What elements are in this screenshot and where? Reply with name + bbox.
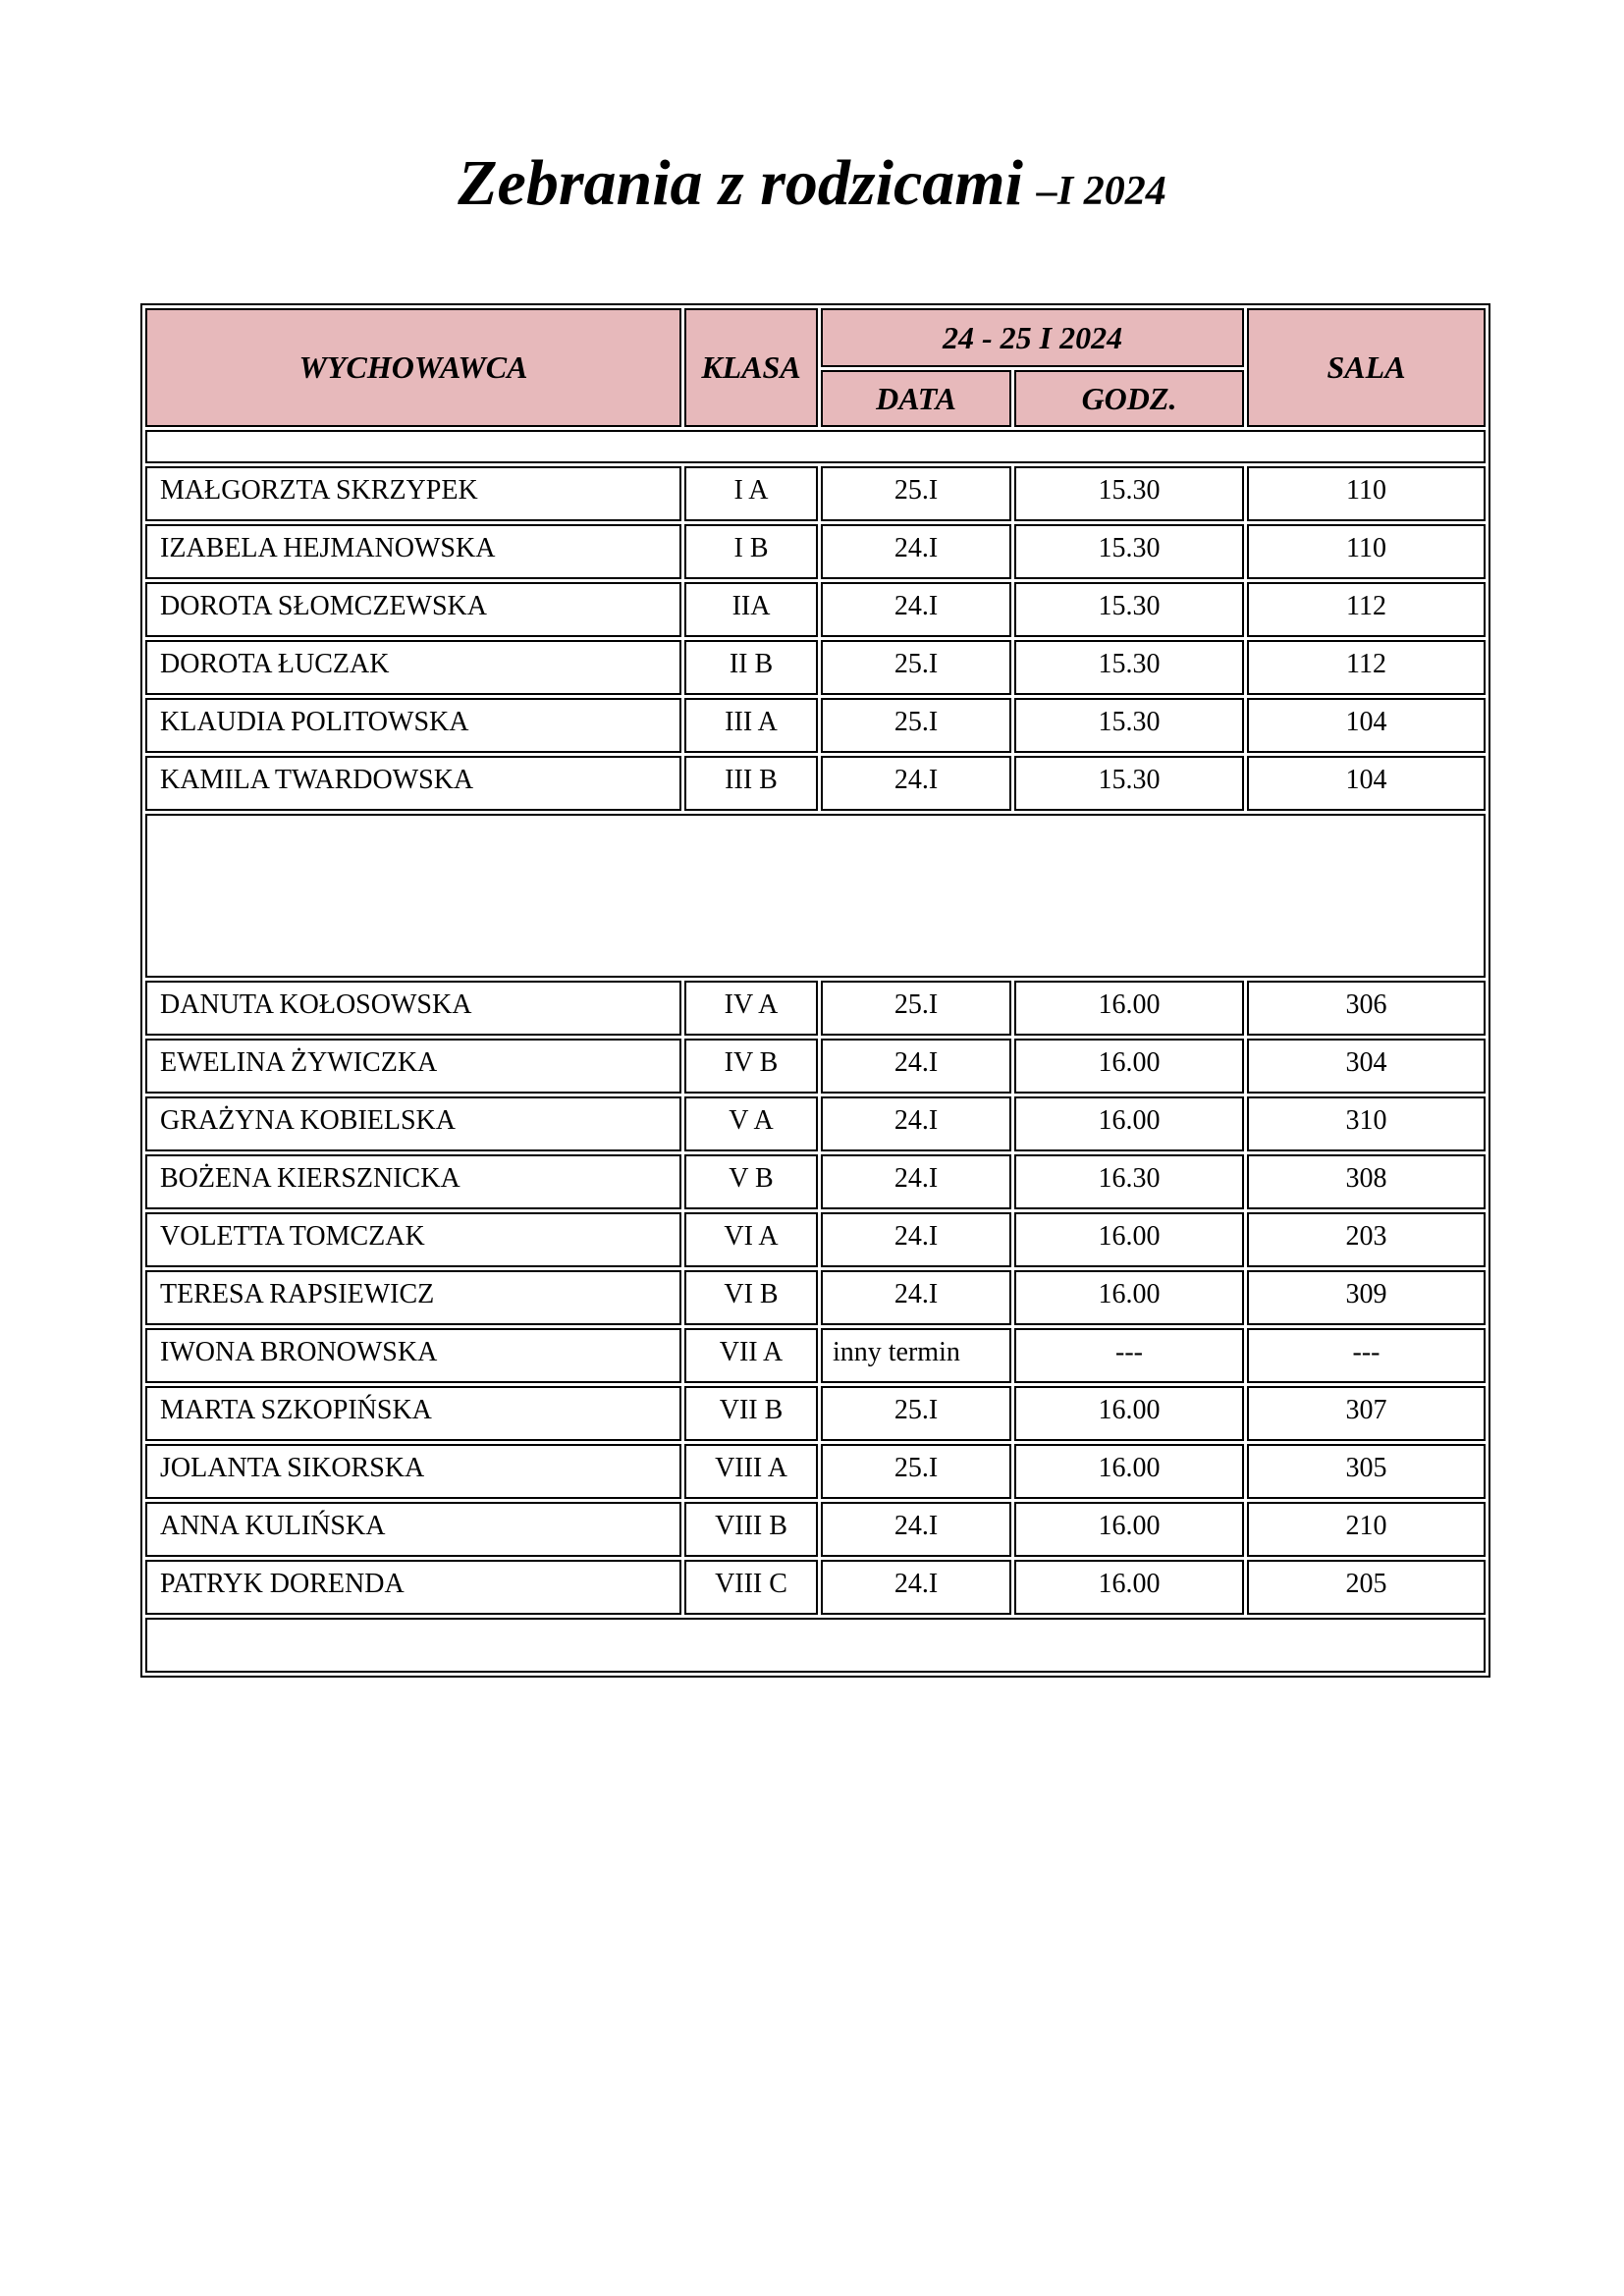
- meetings-table: [140, 303, 1490, 1678]
- class-cell: V B: [684, 1154, 818, 1209]
- date-cell: 24.I: [821, 1212, 1011, 1267]
- teacher-name-cell: JOLANTA SIKORSKA: [145, 1444, 681, 1499]
- class-cell: VIII B: [684, 1502, 818, 1557]
- date-cell: 25.I: [821, 466, 1011, 521]
- teacher-name-cell: BOŻENA KIERSZNICKA: [145, 1154, 681, 1209]
- date-cell: 24.I: [821, 1039, 1011, 1094]
- teacher-name-cell: DOROTA ŁUCZAK: [145, 640, 681, 695]
- class-cell: V A: [684, 1096, 818, 1151]
- room-cell: 112: [1247, 640, 1486, 695]
- date-cell: 24.I: [821, 1154, 1011, 1209]
- time-cell: 15.30: [1014, 524, 1244, 579]
- teacher-name-cell: KAMILA TWARDOWSKA: [145, 756, 681, 811]
- table-row: [145, 981, 1486, 1036]
- table-row: [145, 756, 1486, 811]
- time-cell: 16.00: [1014, 1444, 1244, 1499]
- page-title-main: Zebrania z rodzicami: [458, 147, 1023, 219]
- table-row: [145, 1270, 1486, 1325]
- class-cell: II B: [684, 640, 818, 695]
- time-cell: 16.00: [1014, 1560, 1244, 1615]
- class-cell: VII B: [684, 1386, 818, 1441]
- teacher-name-cell: IZABELA HEJMANOWSKA: [145, 524, 681, 579]
- date-cell: 24.I: [821, 1096, 1011, 1151]
- table-row: [145, 1039, 1486, 1094]
- date-cell: 25.I: [821, 640, 1011, 695]
- spacer-row: [145, 1618, 1486, 1673]
- col-header-wychowawca: WYCHOWAWCA: [145, 308, 681, 427]
- class-cell: III A: [684, 698, 818, 753]
- room-cell: 309: [1247, 1270, 1486, 1325]
- room-cell: 310: [1247, 1096, 1486, 1151]
- page-title-suffix: –I 2024: [1036, 169, 1166, 214]
- teacher-name-cell: EWELINA ŻYWICZKA: [145, 1039, 681, 1094]
- date-cell: inny termin: [821, 1328, 1011, 1383]
- time-cell: 16.00: [1014, 1039, 1244, 1094]
- table-row: [145, 1212, 1486, 1267]
- class-cell: VI B: [684, 1270, 818, 1325]
- room-cell: 110: [1247, 466, 1486, 521]
- date-cell: 25.I: [821, 698, 1011, 753]
- room-cell: 104: [1247, 698, 1486, 753]
- spacer-row: [145, 814, 1486, 978]
- time-cell: 15.30: [1014, 640, 1244, 695]
- time-cell: 16.00: [1014, 1502, 1244, 1557]
- time-cell: 15.30: [1014, 698, 1244, 753]
- time-cell: 16.00: [1014, 1096, 1244, 1151]
- empty-cell: [145, 430, 1486, 463]
- table-row: [145, 1328, 1486, 1383]
- room-cell: 203: [1247, 1212, 1486, 1267]
- table-row: [145, 582, 1486, 637]
- col-header-data: DATA: [821, 370, 1011, 427]
- date-cell: 24.I: [821, 1270, 1011, 1325]
- time-cell: 16.00: [1014, 1212, 1244, 1267]
- empty-cell: [145, 1618, 1486, 1673]
- room-cell: 112: [1247, 582, 1486, 637]
- class-cell: VII A: [684, 1328, 818, 1383]
- time-cell: 15.30: [1014, 582, 1244, 637]
- room-cell: 306: [1247, 981, 1486, 1036]
- room-cell: ---: [1247, 1328, 1486, 1383]
- teacher-name-cell: MARTA SZKOPIŃSKA: [145, 1386, 681, 1441]
- table-row: [145, 640, 1486, 695]
- col-header-godz: GODZ.: [1014, 370, 1244, 427]
- teacher-name-cell: MAŁGORZTA SKRZYPEK: [145, 466, 681, 521]
- teacher-name-cell: GRAŻYNA KOBIELSKA: [145, 1096, 681, 1151]
- class-cell: I B: [684, 524, 818, 579]
- time-cell: 16.00: [1014, 1270, 1244, 1325]
- teacher-name-cell: DOROTA SŁOMCZEWSKA: [145, 582, 681, 637]
- date-cell: 25.I: [821, 1444, 1011, 1499]
- date-cell: 25.I: [821, 1386, 1011, 1441]
- teacher-name-cell: KLAUDIA POLITOWSKA: [145, 698, 681, 753]
- class-cell: IV B: [684, 1039, 818, 1094]
- table-row: [145, 466, 1486, 521]
- teacher-name-cell: ANNA KULIŃSKA: [145, 1502, 681, 1557]
- header-row-top: [145, 308, 1486, 367]
- table-row: [145, 698, 1486, 753]
- date-cell: 24.I: [821, 1560, 1011, 1615]
- spacer-row: [145, 430, 1486, 463]
- room-cell: 210: [1247, 1502, 1486, 1557]
- date-cell: 24.I: [821, 1502, 1011, 1557]
- class-cell: IIA: [684, 582, 818, 637]
- time-cell: 16.00: [1014, 1386, 1244, 1441]
- time-cell: 16.30: [1014, 1154, 1244, 1209]
- teacher-name-cell: IWONA BRONOWSKA: [145, 1328, 681, 1383]
- table-row: [145, 1444, 1486, 1499]
- table-row: [145, 1502, 1486, 1557]
- class-cell: VIII C: [684, 1560, 818, 1615]
- table-row: [145, 1096, 1486, 1151]
- class-cell: I A: [684, 466, 818, 521]
- room-cell: 304: [1247, 1039, 1486, 1094]
- page-title: [0, 0, 1624, 217]
- class-cell: IV A: [684, 981, 818, 1036]
- col-header-sala: SALA: [1247, 308, 1486, 427]
- col-header-date-range: 24 - 25 I 2024: [821, 308, 1244, 367]
- col-header-klasa: KLASA: [684, 308, 818, 427]
- time-cell: 16.00: [1014, 981, 1244, 1036]
- room-cell: 110: [1247, 524, 1486, 579]
- date-cell: 24.I: [821, 524, 1011, 579]
- room-cell: 308: [1247, 1154, 1486, 1209]
- class-cell: VI A: [684, 1212, 818, 1267]
- class-cell: III B: [684, 756, 818, 811]
- time-cell: 15.30: [1014, 466, 1244, 521]
- teacher-name-cell: PATRYK DORENDA: [145, 1560, 681, 1615]
- time-cell: 15.30: [1014, 756, 1244, 811]
- date-cell: 25.I: [821, 981, 1011, 1036]
- time-cell: ---: [1014, 1328, 1244, 1383]
- room-cell: 205: [1247, 1560, 1486, 1615]
- empty-cell: [145, 814, 1486, 978]
- table-row: [145, 1154, 1486, 1209]
- class-cell: VIII A: [684, 1444, 818, 1499]
- room-cell: 104: [1247, 756, 1486, 811]
- table-row: [145, 524, 1486, 579]
- date-cell: 24.I: [821, 582, 1011, 637]
- table-row: [145, 1560, 1486, 1615]
- room-cell: 305: [1247, 1444, 1486, 1499]
- date-cell: 24.I: [821, 756, 1011, 811]
- room-cell: 307: [1247, 1386, 1486, 1441]
- teacher-name-cell: VOLETTA TOMCZAK: [145, 1212, 681, 1267]
- table-row: [145, 1386, 1486, 1441]
- teacher-name-cell: TERESA RAPSIEWICZ: [145, 1270, 681, 1325]
- teacher-name-cell: DANUTA KOŁOSOWSKA: [145, 981, 681, 1036]
